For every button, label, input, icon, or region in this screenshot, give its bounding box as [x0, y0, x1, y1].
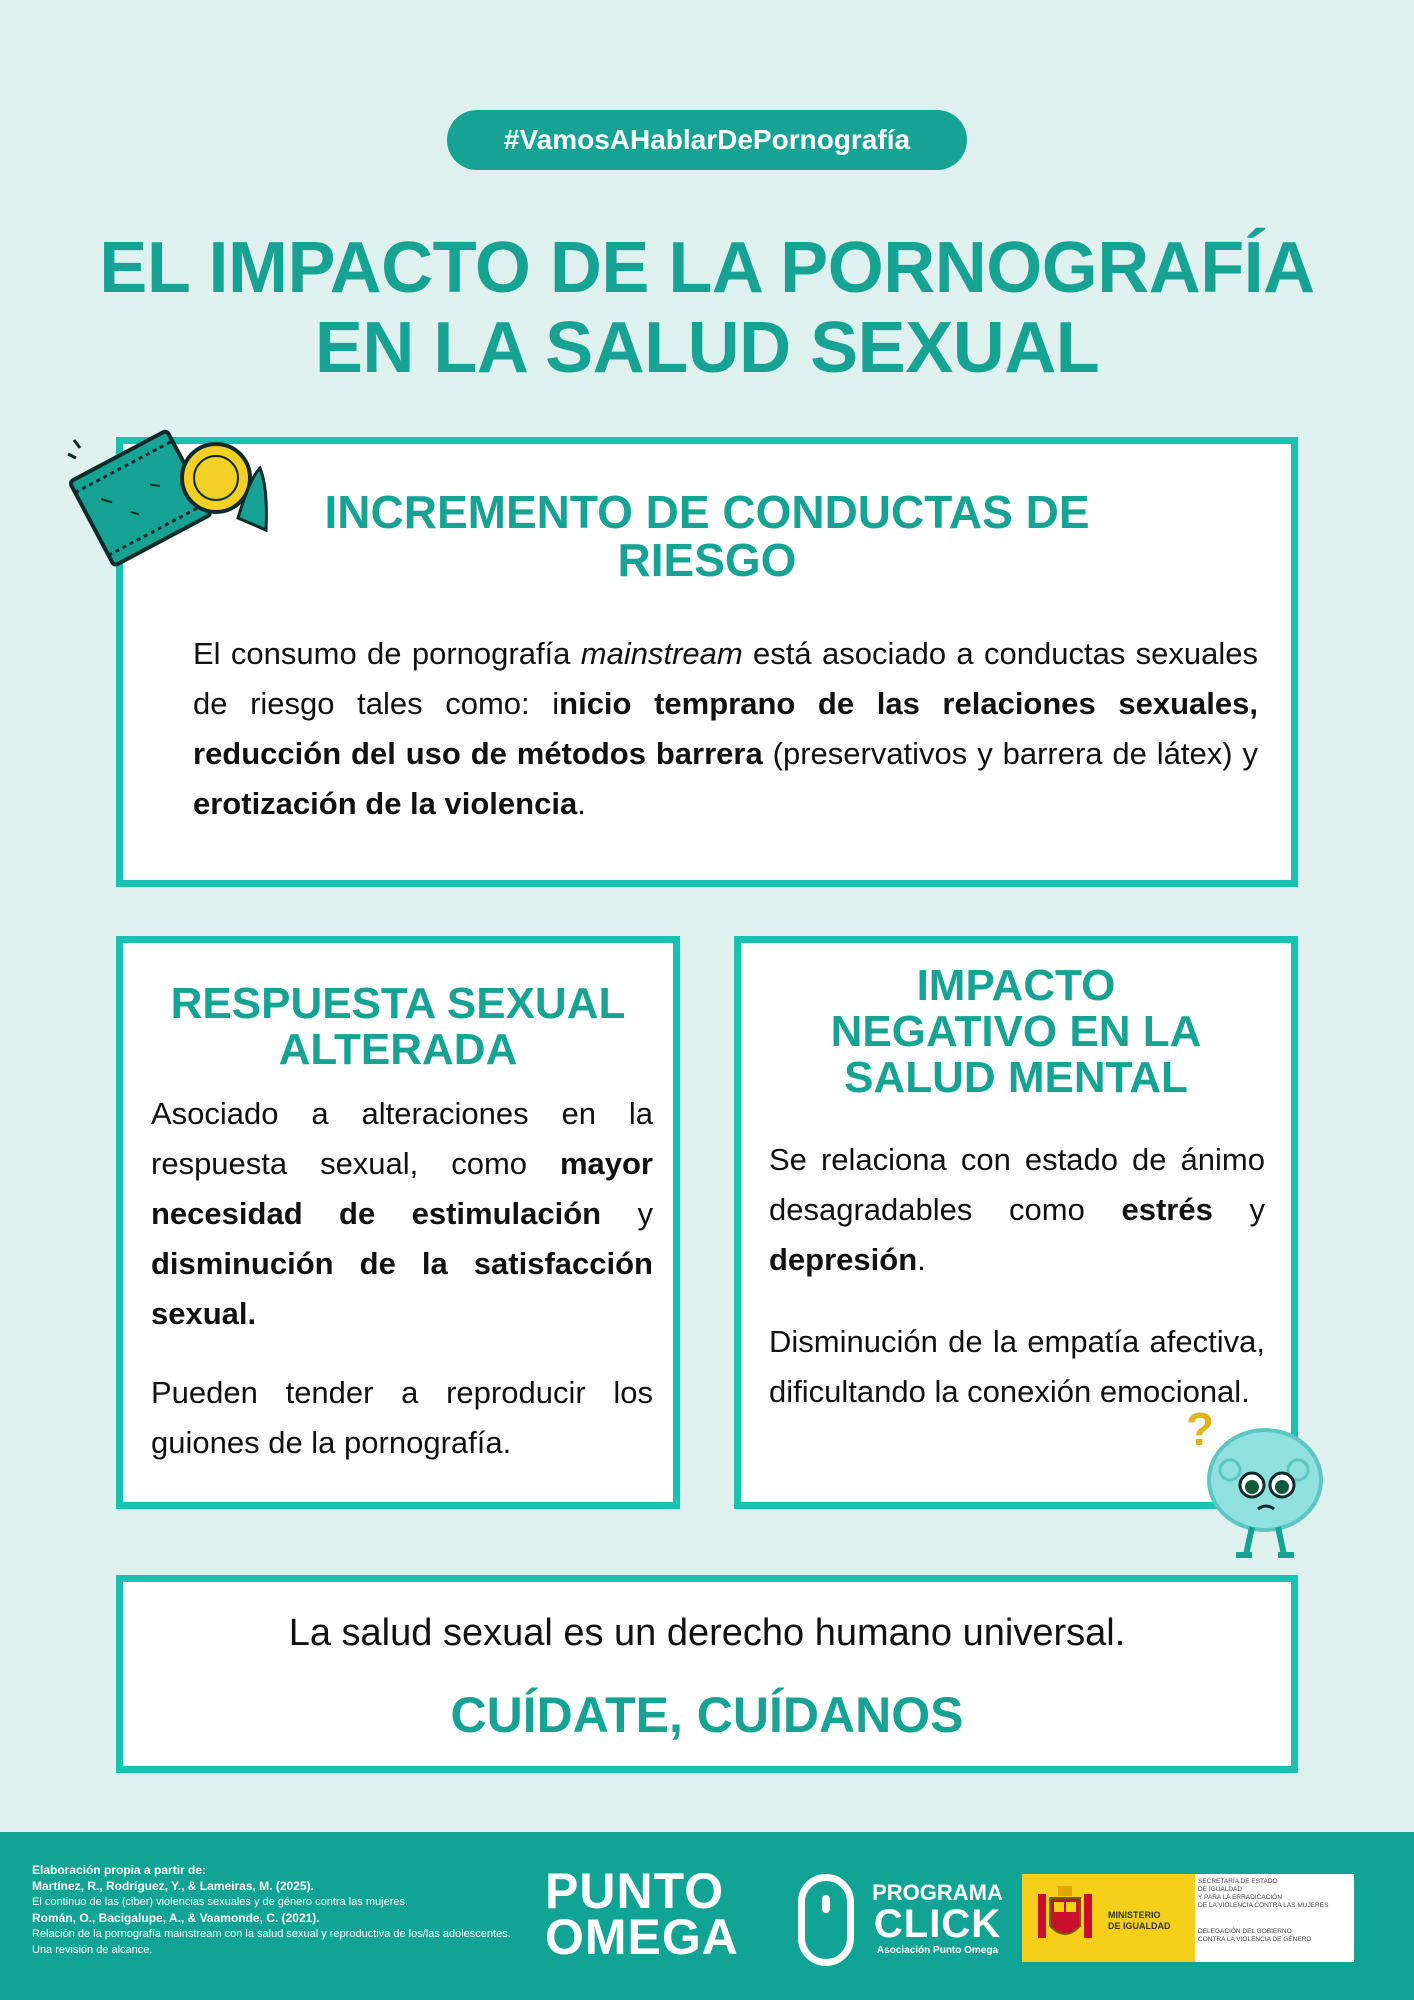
page-title [60, 228, 1354, 388]
rights-statement: La salud sexual es un derecho humano universal. [288, 1612, 1126, 1654]
mental-heading-line-2: NEGATIVO EN LA [830, 1007, 1202, 1056]
mental-heading-line-3: SALUD MENTAL [844, 1053, 1188, 1102]
risk-heading [123, 488, 1291, 584]
brain-character-icon [1180, 1395, 1330, 1565]
references-intro: Elaboración propia a partir de: [32, 1863, 207, 1877]
mental-heading [741, 963, 1291, 1101]
ministerio-yellow-panel [1022, 1874, 1195, 1962]
footer [0, 1832, 1414, 2000]
reference-2-authors: Román, O., Bacigalupe, A., & Vaamonde, C. (2021). [32, 1911, 320, 1925]
secretaria-line-1: SECRETARÍA DE ESTADO [1198, 1878, 1278, 1885]
response-paragraph-1 [151, 1089, 653, 1339]
risk-text-bold: nicio temprano de las relaciones sexuales, reducción del uso de métodos barrera [193, 686, 1258, 771]
punto-omega-logo [545, 1863, 739, 1965]
response-text: Asociado a alteraciones en la respuesta sexual, como [151, 1096, 653, 1181]
ministerio-line-1: MINISTERIO [1108, 1910, 1161, 1920]
risk-text-italic: mainstream [580, 636, 743, 671]
title-line-2: EN LA SALUD SEXUAL [314, 308, 1100, 388]
delegacion-line-2: CONTRA LA VIOLENCIA DE GÉNERO [1198, 1936, 1312, 1943]
risk-text: (preservativos y barrera de látex) y [762, 736, 1258, 771]
risk-text: está asociado a conductas sexuales de riesgo tales como: i [193, 636, 1259, 721]
reference-1-authors: Martínez, R., Rodríguez, Y., & Lameiras, M. (2025). [32, 1879, 314, 1893]
title-line-1: EL IMPACTO DE LA PORNOGRAFÍA [99, 228, 1315, 308]
secretaria-line-4: DE LA VIOLENCIA CONTRA LAS MUJERES [1198, 1902, 1329, 1909]
response-paragraph-2: Pueden tender a reproducir los guiones de la pornografía. [151, 1375, 653, 1460]
risk-text: El consumo de pornografía [193, 636, 581, 671]
risk-behaviour-card [116, 437, 1298, 887]
response-heading-line-1: RESPUESTA SEXUAL [170, 979, 626, 1028]
ministerio-text [1108, 1910, 1171, 1932]
secretaria-line-3: Y PARA LA ERRADICACIÓN [1198, 1894, 1282, 1901]
logo-line-1: PUNTO [545, 1863, 725, 1919]
hashtag-pill: #VamosAHablarDePornografía [447, 110, 967, 170]
mental-text: . [917, 1242, 926, 1277]
risk-text-bold: erotización de la violencia [193, 786, 578, 821]
risk-heading-line-2: RIESGO [617, 534, 797, 586]
spain-coat-of-arms-icon [1034, 1884, 1096, 1954]
programa-click-logo [870, 1882, 1005, 1958]
delegacion-line-1: DELEGACIÓN DEL GOBIERNO [1198, 1928, 1292, 1935]
response-heading [123, 981, 673, 1073]
secretaria-line-2: DE IGUALDAD [1198, 1886, 1243, 1893]
ministerio-logo [1022, 1874, 1354, 1962]
mental-text: Se relaciona con estado de ánimo desagradables como [769, 1142, 1265, 1227]
closing-card [116, 1575, 1298, 1773]
question-mark-icon: ? [1186, 1403, 1215, 1455]
response-heading-line-2: ALTERADA [278, 1025, 518, 1074]
response-text-bold: mayor necesidad de estimulación [151, 1146, 653, 1231]
mental-text-bold: depresión [769, 1242, 918, 1277]
condom-wrapper-icon [66, 408, 286, 588]
click-label: CLICK [873, 1902, 1002, 1946]
mental-paragraph-2: Disminución de la empatía afectiva, dificultando la conexión emocional. [769, 1324, 1265, 1409]
programa-label: PROGRAMA [872, 1880, 1003, 1905]
response-text-bold: disminución de la satisfacción sexual. [151, 1246, 653, 1331]
mental-heading-line-1: IMPACTO [916, 961, 1116, 1010]
risk-text: . [577, 786, 586, 821]
slogan: CUÍDATE, CUÍDANOS [450, 1687, 964, 1743]
omega-mouse-icon [798, 1874, 854, 1966]
logo-line-2: OMEGA [545, 1909, 739, 1965]
mental-text-bold: estrés [1121, 1192, 1213, 1227]
asociacion-label: Asociación Punto Omega [876, 1945, 999, 1956]
risk-heading-line-1: INCREMENTO DE CONDUCTAS DE [324, 486, 1090, 538]
reference-2-title: Relación de la pornografía mainstream con la salud sexual y reproductiva de los/las adolescentes. Una revisión de alcance. [32, 1928, 511, 1956]
altered-response-card [116, 936, 680, 1509]
risk-paragraph [193, 629, 1258, 829]
mental-text: y [1212, 1192, 1265, 1227]
response-text: y [601, 1196, 653, 1231]
secretaria-text [1198, 1878, 1352, 1944]
mental-paragraph-1 [769, 1135, 1265, 1285]
references [32, 1862, 512, 1958]
ministerio-line-2: DE IGUALDAD [1108, 1921, 1171, 1931]
reference-1-title: El continuo de las (ciber) violencias sexuales y de género contra las mujeres. [32, 1896, 409, 1908]
